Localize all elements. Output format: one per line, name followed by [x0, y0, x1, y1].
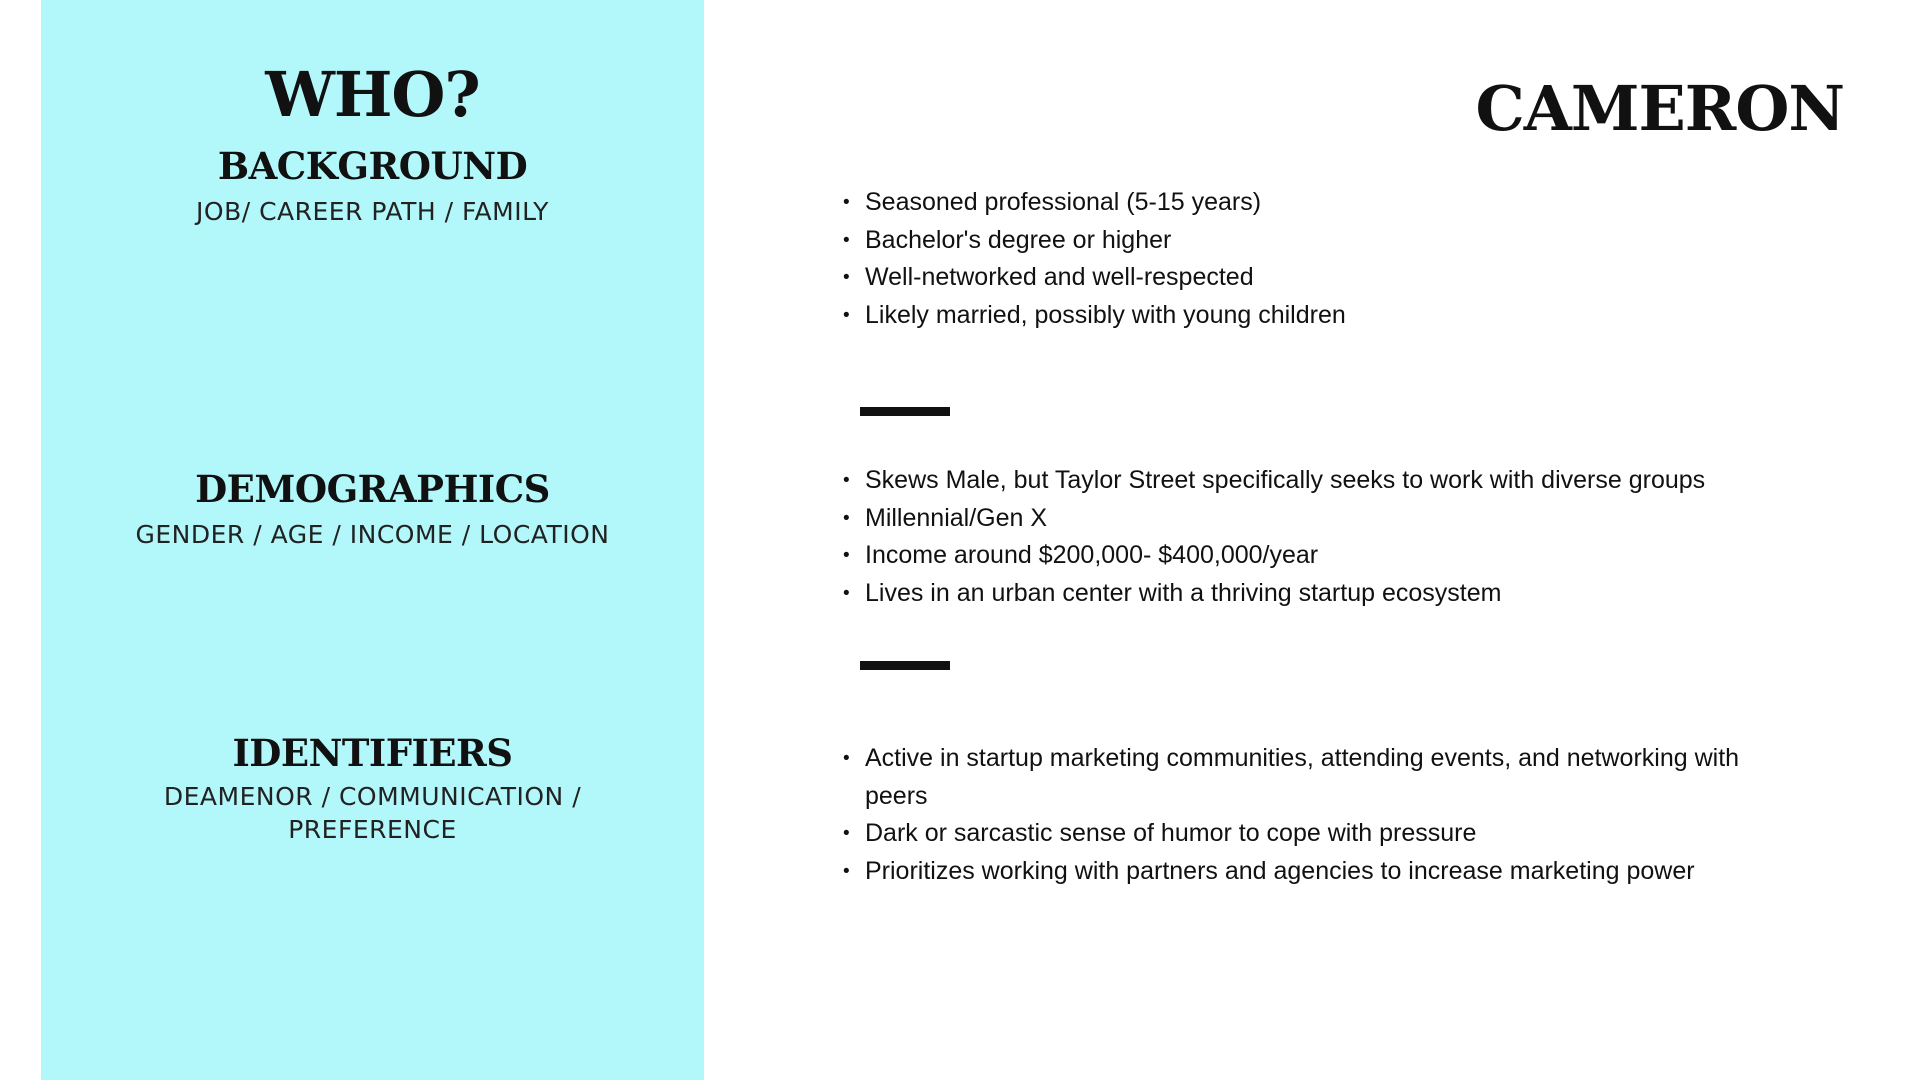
list-item: • Well-networked and well-respected: [843, 259, 1803, 297]
list-item: • Seasoned professional (5-15 years): [843, 184, 1803, 222]
identifiers-subtitle-line-1: DEAMENOR / COMMUNICATION /: [163, 782, 582, 811]
identifiers-bullet-list: [843, 740, 1783, 890]
identifiers-subtitle-line-2: PREFERENCE: [288, 815, 457, 844]
section-divider: [860, 407, 950, 416]
list-item: • Likely married, possibly with young children: [843, 297, 1803, 335]
background-bullet-list: [843, 184, 1803, 334]
who-panel: [41, 0, 704, 1080]
list-item: • Dark or sarcastic sense of humor to cope with pressure: [843, 815, 1783, 853]
section-divider: [860, 661, 950, 670]
background-subtitle: JOB/ CAREER PATH / FAMILY: [196, 197, 549, 226]
demographics-subtitle: GENDER / AGE / INCOME / LOCATION: [135, 520, 610, 549]
persona-name: CAMERON: [1475, 72, 1844, 145]
list-item: • Bachelor's degree or higher: [843, 222, 1803, 260]
identifiers-heading: IDENTIFIERS: [232, 731, 513, 775]
demographics-heading: DEMOGRAPHICS: [195, 467, 550, 511]
list-item: • Millennial/Gen X: [843, 500, 1803, 538]
list-item: • Prioritizes working with partners and agencies to increase marketing power: [843, 853, 1783, 891]
demographics-bullet-list: [843, 462, 1803, 612]
list-item: • Active in startup marketing communities, attending events, and networking with peers: [843, 740, 1783, 815]
list-item: • Income around $200,000- $400,000/year: [843, 537, 1803, 575]
background-heading: BACKGROUND: [217, 144, 528, 188]
who-title: WHO?: [265, 58, 480, 131]
list-item: • Lives in an urban center with a thriving startup ecosystem: [843, 575, 1803, 613]
list-item: • Skews Male, but Taylor Street specifically seeks to work with diverse groups: [843, 462, 1803, 500]
